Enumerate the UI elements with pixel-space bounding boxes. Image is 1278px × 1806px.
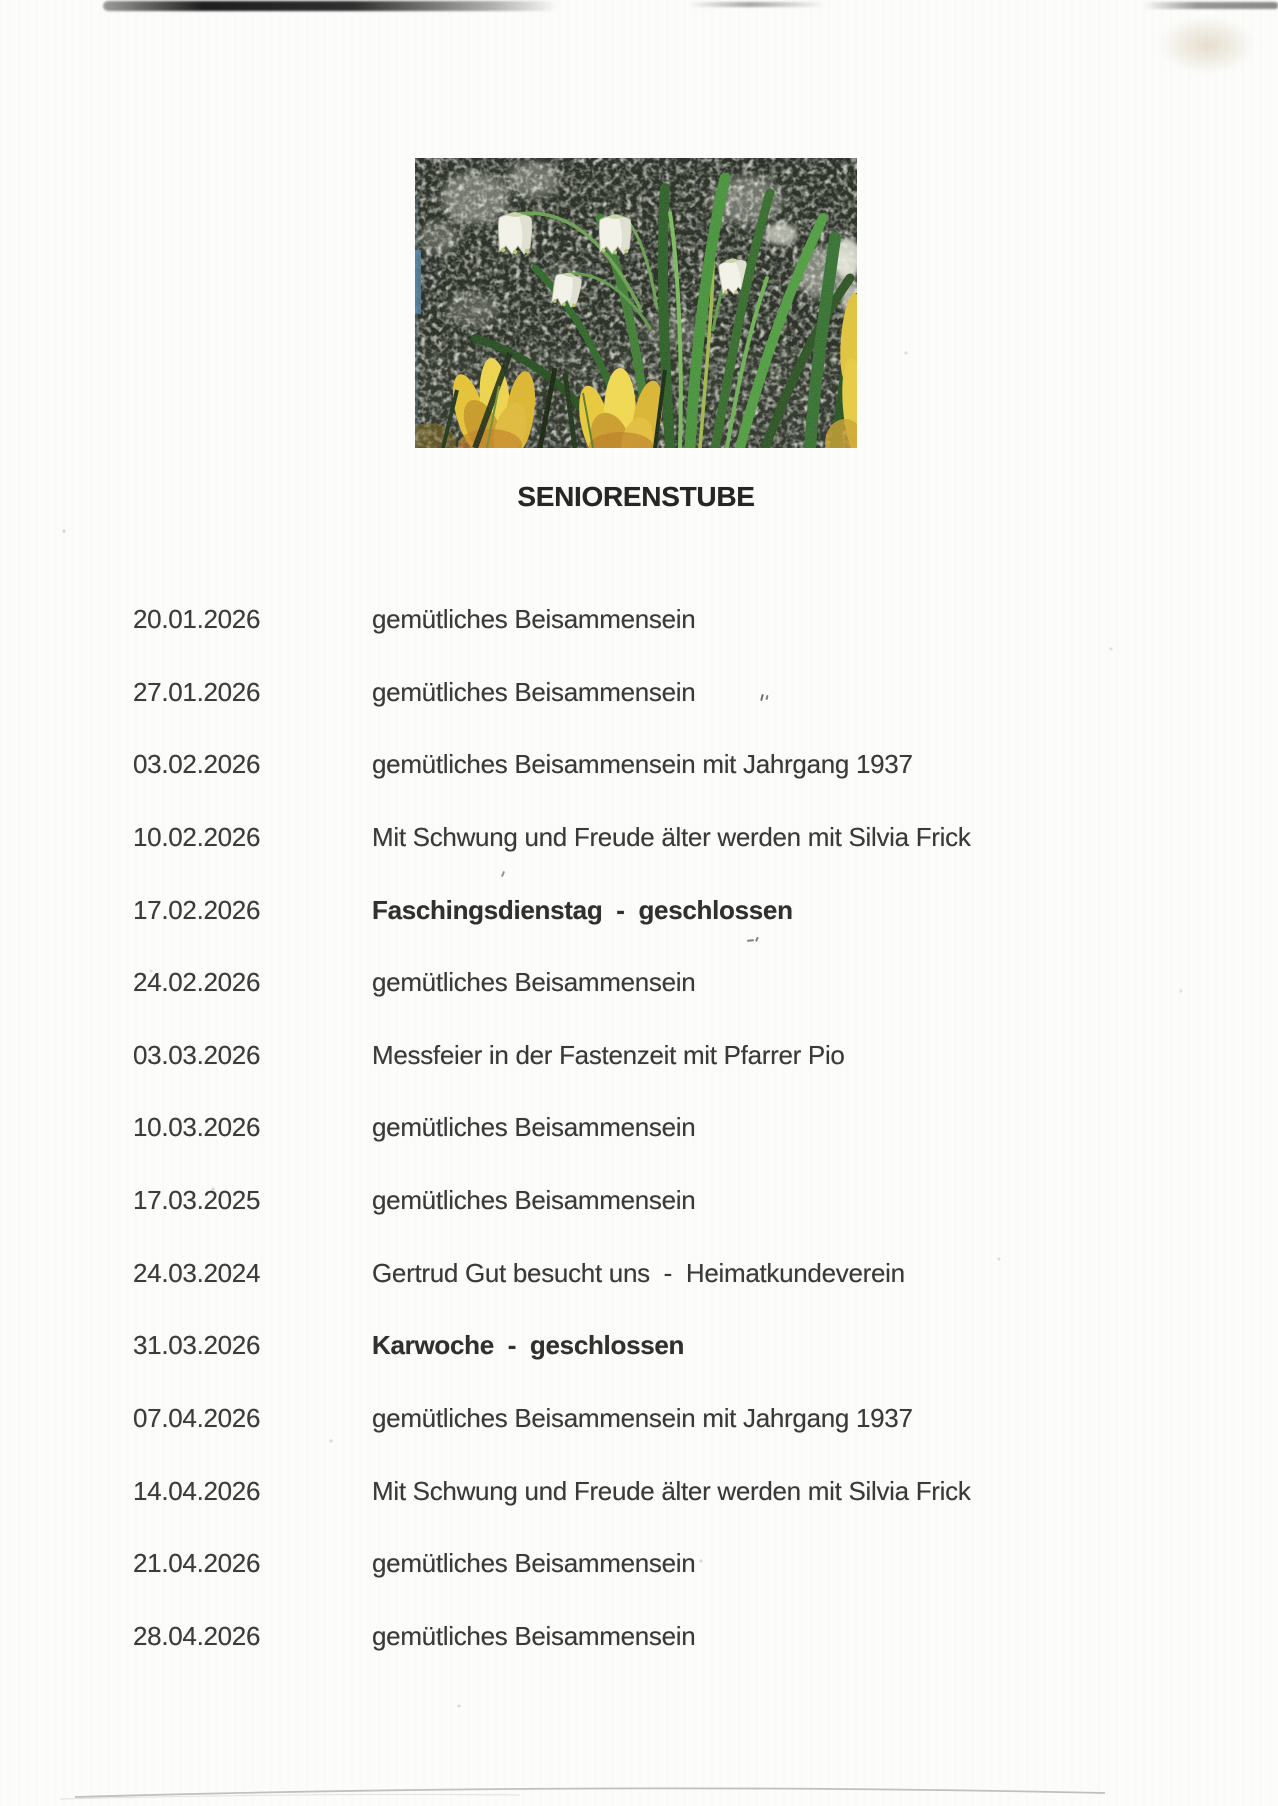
event-description: Mit Schwung und Freude älter werden mit Silvia Frick bbox=[372, 1475, 971, 1506]
event-row bbox=[133, 751, 1173, 824]
event-date: 10.02.2026 bbox=[133, 821, 261, 852]
event-date: 03.02.2026 bbox=[133, 749, 261, 780]
event-row bbox=[133, 1332, 1173, 1405]
event-date: 17.02.2026 bbox=[133, 894, 261, 925]
event-row bbox=[133, 1475, 1173, 1551]
event-date: 17.03.2025 bbox=[133, 1185, 261, 1216]
event-description: gemütliches Beisammensein bbox=[372, 1112, 696, 1143]
event-description: gemütliches Beisammensein bbox=[372, 676, 696, 707]
event-row bbox=[133, 1187, 1173, 1260]
event-description: Karwoche - geschlossen bbox=[372, 1330, 685, 1361]
event-row bbox=[133, 1405, 1173, 1478]
event-description: gemütliches Beisammensein bbox=[372, 1548, 696, 1579]
event-date: 31.03.2026 bbox=[133, 1330, 261, 1361]
event-row bbox=[133, 969, 1173, 1042]
event-date: 28.04.2026 bbox=[133, 1620, 261, 1651]
scan-smudge-artifact bbox=[1158, 16, 1256, 74]
event-date: 10.03.2026 bbox=[133, 1112, 261, 1143]
paper-specks bbox=[0, 0, 2, 2]
event-date: 27.01.2026 bbox=[133, 676, 261, 707]
event-description: gemütliches Beisammensein mit Jahrgang 1937 bbox=[372, 749, 913, 780]
event-description: Gertrud Gut besucht uns - Heimatkundeverein bbox=[372, 1257, 905, 1288]
event-date: 14.04.2026 bbox=[133, 1475, 261, 1506]
page-title: SENIORENSTUBE bbox=[517, 481, 755, 512]
spring-flowers-photo bbox=[415, 158, 857, 448]
event-description: gemütliches Beisammensein bbox=[372, 967, 696, 998]
event-row bbox=[133, 1550, 1173, 1623]
event-description: gemütliches Beisammensein mit Jahrgang 1937 bbox=[372, 1403, 913, 1434]
scan-streak-artifact bbox=[1143, 2, 1278, 9]
event-row bbox=[133, 606, 1173, 679]
scan-speck bbox=[747, 935, 764, 945]
event-date: 07.04.2026 bbox=[133, 1403, 261, 1434]
event-date: 20.01.2026 bbox=[133, 604, 261, 634]
event-row bbox=[133, 1114, 1173, 1187]
event-description: gemütliches Beisammensein bbox=[372, 604, 696, 634]
event-description: gemütliches Beisammensein bbox=[372, 1620, 696, 1651]
event-list bbox=[133, 606, 1173, 1696]
event-row bbox=[133, 894, 1173, 970]
event-row bbox=[133, 1620, 1173, 1696]
event-date: 03.03.2026 bbox=[133, 1039, 261, 1070]
event-description: Faschingsdienstag - geschlossen bbox=[372, 894, 793, 925]
scan-paper-edge bbox=[0, 1770, 1278, 1806]
event-date: 21.04.2026 bbox=[133, 1548, 261, 1579]
event-date: 24.03.2024 bbox=[133, 1257, 261, 1288]
event-description: Messfeier in der Fastenzeit mit Pfarrer Pio bbox=[372, 1039, 845, 1070]
scan-streak-artifact bbox=[688, 2, 826, 7]
event-row bbox=[133, 1039, 1173, 1115]
event-row bbox=[133, 821, 1173, 897]
event-row bbox=[133, 1257, 1173, 1333]
event-row bbox=[133, 676, 1173, 752]
event-description: Mit Schwung und Freude älter werden mit Silvia Frick bbox=[372, 821, 971, 852]
event-description: gemütliches Beisammensein bbox=[372, 1185, 696, 1216]
event-date: 24.02.2026 bbox=[133, 967, 261, 998]
scan-speck bbox=[761, 694, 771, 703]
scan-streak-artifact bbox=[103, 1, 558, 11]
